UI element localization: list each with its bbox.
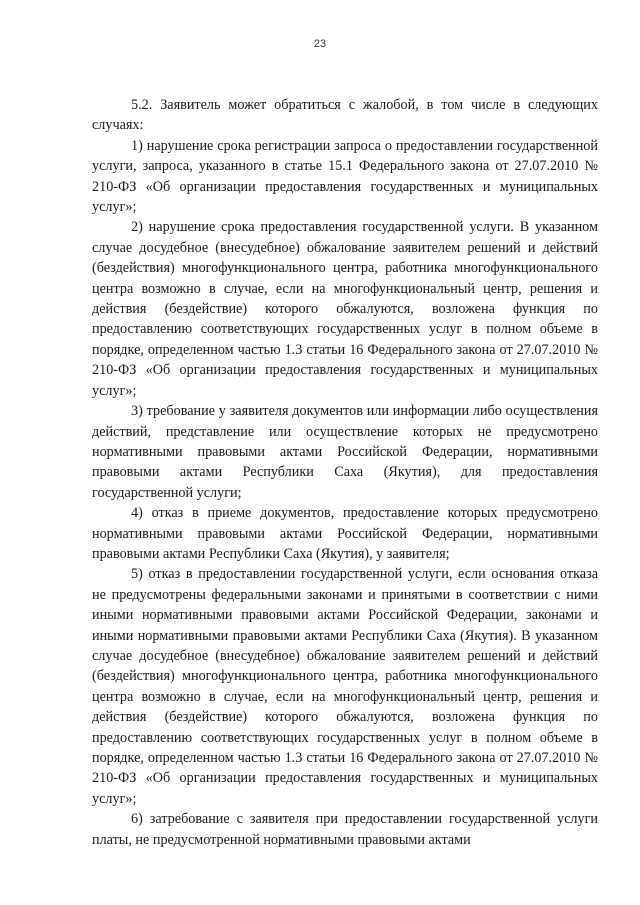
paragraph-item-6: 6) затребование с заявителя при предоставлении государственной услуги платы, не предусмотренной нормативными правовыми актами <box>92 811 598 848</box>
paragraph-item-5: 5) отказ в предоставлении государственной услуги, если основания отказа не предусмотрены федеральными законами и принятыми в соответствии с ними иными нормативными правовыми актами Российской Федерации, законами и иными нормативными правовыми актами Республики Саха (Якутия). В указанном случае досудебное (внесудебное) обжалование заявителем решений и действий (бездействия) многофункционального центра, работника многофункционального центра возможно в случае, если на многофункциональный центр, решения и действия (бездействие) которого обжалуются, возложена функция по предоставлению соответствующих государственных услуг в полном объеме в порядке, определенном частью 1.3 статьи 16 Федерального закона от 27.07.2010 № 210-ФЗ «Об организации предоставления государственных и муниципальных услуг»; <box>92 566 598 807</box>
paragraph-item-4: 4) отказ в приеме документов, предоставление которых предусмотрено нормативными правовыми актами Российской Федерации, нормативными правовыми актами Республики Саха (Якутия), у заявителя; <box>92 505 598 562</box>
paragraph-item-2: 2) нарушение срока предоставления государственной услуги. В указанном случае досудебное (внесудебное) обжалование заявителем решений и действий (бездействия) многофункционального центра, работника многофункционального центра возможно в случае, если на многофункциональный центр, решения и действия (бездействие) которого обжалуются, возложена функция по предоставлению соответствующих государственных услуг в полном объеме в порядке, определенном частью 1.3 статьи 16 Федерального закона от 27.07.2010 № 210-ФЗ «Об организации предоставления государственных и муниципальных услуг»; <box>92 219 598 399</box>
paragraph-item-3: 3) требование у заявителя документов или информации либо осуществления действий, представление или осуществление которых не предусмотрено нормативными правовыми актами Российской Федерации, нормативными правовыми актами Республики Саха (Якутия), для предоставления государственной услуги; <box>92 403 598 501</box>
paragraph-item-1: 1) нарушение срока регистрации запроса о предоставлении государственной услуги, запроса, указанного в статье 15.1 Федерального закона от 27.07.2010 № 210-ФЗ «Об организации предоставления государственных и муниципальных услуг»; <box>92 137 598 216</box>
paragraph-5-2: 5.2. Заявитель может обратиться с жалобой, в том числе в следующих случаях: <box>92 97 598 134</box>
page-number: 23 <box>313 38 327 50</box>
document-body <box>92 95 598 850</box>
